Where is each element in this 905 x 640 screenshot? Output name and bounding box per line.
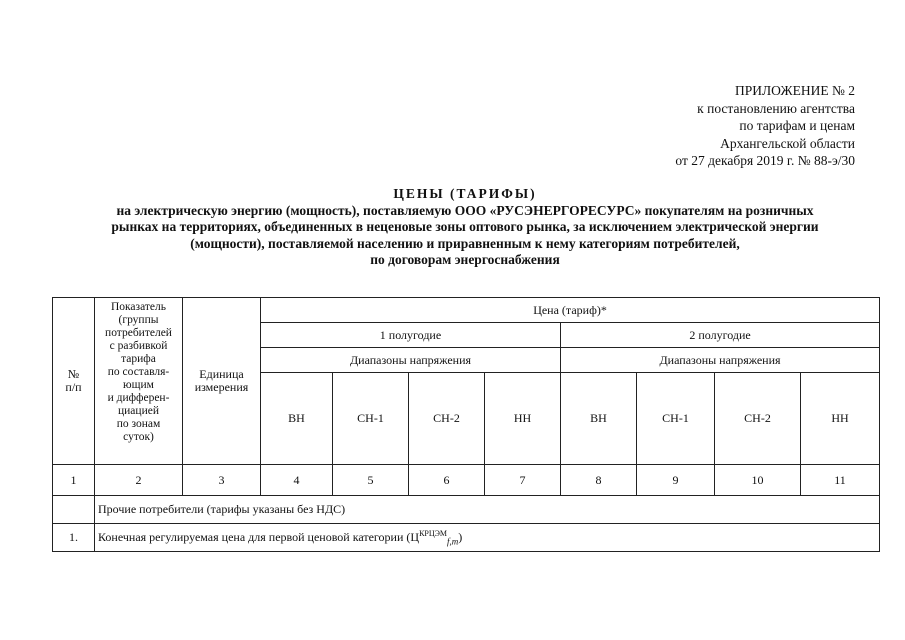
title-line-3: (мощности), поставляемой населению и приравненным к нему категориям потребителей,: [190, 235, 740, 251]
appendix-line-5: от 27 декабря 2019 г. № 88-э/30: [675, 153, 855, 168]
column-number: 10: [715, 465, 801, 496]
voltage-sn2-1: СН-2: [409, 373, 485, 465]
header-voltage-ranges-2: Диапазоны напряжения: [561, 348, 880, 373]
appendix-line-1: ПРИЛОЖЕНИЕ № 2: [734, 83, 855, 98]
indicator-line: и дифферен-: [107, 392, 170, 404]
header-unit-line-2: измерения: [194, 380, 249, 394]
title-line-2: рынках на территориях, объединенных в неценовые зоны оптового рынка, за исключением электрической энергии: [111, 219, 819, 234]
document-title: [50, 186, 880, 269]
indicator-line: суток): [123, 431, 154, 443]
indicator-line: тарифа: [121, 353, 156, 365]
header-num-line-1: №: [67, 367, 80, 381]
header-indicator: [95, 298, 183, 465]
column-number: 2: [95, 465, 183, 496]
indicator-line: с разбивкой: [109, 340, 168, 352]
title-line-4: по договорам энергоснабжения: [370, 252, 560, 267]
header-price: Цена (тариф)*: [261, 298, 880, 323]
appendix-line-3: по тарифам и ценам: [739, 118, 855, 133]
header-half-1: 1 полугодие: [261, 323, 561, 348]
title-line-1: на электрическую энергию (мощность), поставляемую ООО «РУСЭНЕРГОРЕСУРС» покупателям на розничных: [116, 202, 814, 218]
appendix-header: [675, 82, 855, 170]
header-num-line-2: п/п: [65, 380, 82, 394]
indicator-line: по составля-: [107, 366, 170, 378]
indicator-line: циацией: [118, 405, 159, 417]
column-number: 1: [53, 465, 95, 496]
indicator-line: потребителей: [105, 327, 172, 339]
item-1-num: 1.: [53, 524, 95, 552]
indicator-line: ющим: [123, 379, 154, 391]
column-number: 4: [261, 465, 333, 496]
voltage-sn1-2: СН-1: [637, 373, 715, 465]
item-1-text: Конечная регулируемая цена для первой ценовой категории (Ц: [98, 529, 420, 544]
voltage-nn-2: НН: [801, 373, 880, 465]
indicator-line: Показатель: [110, 301, 167, 313]
header-voltage-ranges-1: Диапазоны напряжения: [261, 348, 561, 373]
column-number: 11: [801, 465, 880, 496]
voltage-sn2-2: СН-2: [715, 373, 801, 465]
column-number: 9: [637, 465, 715, 496]
item-1-superscript: КРЦЭМ: [419, 528, 448, 538]
header-unit-line-1: Единица: [199, 367, 244, 381]
indicator-line: по зонам: [116, 418, 161, 430]
column-number-row: [53, 465, 880, 496]
voltage-vn-1: ВН: [261, 373, 333, 465]
header-unit: [183, 298, 261, 465]
title-main: ЦЕНЫ (ТАРИФЫ): [393, 186, 537, 201]
header-num: [53, 298, 95, 465]
indicator-line: (группы: [118, 314, 159, 326]
category-num-cell: [53, 496, 95, 524]
voltage-nn-1: НН: [485, 373, 561, 465]
column-number: 7: [485, 465, 561, 496]
appendix-line-2: к постановлению агентства: [697, 100, 855, 116]
column-number: 8: [561, 465, 637, 496]
header-half-2: 2 полугодие: [561, 323, 880, 348]
table-row-category: [53, 496, 880, 524]
voltage-sn1-1: СН-1: [333, 373, 409, 465]
item-1-subscript: f,m: [447, 536, 459, 547]
category-label: Прочие потребители (тарифы указаны без НДС): [95, 496, 880, 524]
column-number: 6: [409, 465, 485, 496]
item-1-close-paren: ): [458, 529, 463, 544]
tariff-table: [52, 297, 880, 552]
appendix-line-4: Архангельской области: [720, 135, 855, 151]
table-row-item-1: [53, 524, 880, 552]
column-number: 5: [333, 465, 409, 496]
column-number: 3: [183, 465, 261, 496]
voltage-vn-2: ВН: [561, 373, 637, 465]
item-1-label: [95, 524, 880, 552]
